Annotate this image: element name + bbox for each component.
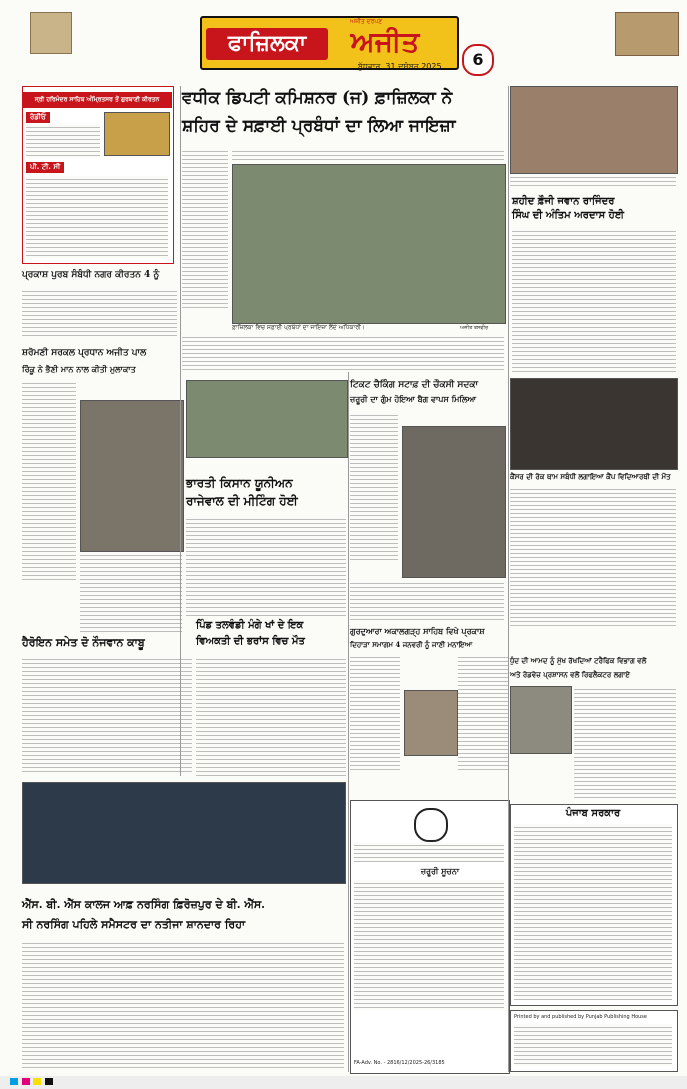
- police-headline-line1: ਧੁੰਦ ਦੀ ਆਮਦ ਨੂੰ ਮੁੱਖ ਰੱਖਦਿਆਂ ਟਰੈਫਿਕ ਵਿਭਾਗ ਵਲੋਂ: [510, 656, 647, 665]
- pind-headline-line1: ਪਿੰਡ ਤਲਵੰਡੀ ਮੰਗੇ ਖਾਂ ਦੇ ਇਕ: [196, 620, 304, 631]
- registration-mark: [22, 1078, 30, 1085]
- publishing-notice: Printed by and published by Punjab Publishing House: [514, 1014, 647, 1020]
- column-divider: [348, 372, 349, 1072]
- ticket-staff-photo: [402, 426, 506, 578]
- punjab-sarkar-title: ਪੰਜਾਬ ਸਰਕਾਰ: [565, 808, 621, 819]
- golden-temple-photo: [104, 112, 170, 156]
- page-number: 6: [462, 44, 494, 76]
- gurdwara-text-2: [458, 654, 508, 770]
- govt-notice-adv-number: FA-Adv. No. - 2816/12/2025-26/3185: [354, 1060, 445, 1066]
- sbs-headline-line2: ਸੀ ਨਰਸਿੰਗ ਪਹਿਲੇ ਸਮੈਸਟਰ ਦਾ ਨਤੀਜਾ ਸ਼ਾਨਦਾਰ ਰਿਹਾ: [22, 918, 246, 931]
- main-photo-credit: ਅਜੀਤ ਤਸਵੀਰ: [460, 325, 489, 331]
- ticket-headline-line2: ਜ਼ਰੂਰੀ ਦਾ ਗੁੰਮ ਹੋਇਆ ਬੈਗ ਵਾਪਸ ਮਿਲਿਆ: [350, 394, 477, 404]
- main-headline-line2: ਸ਼ਹਿਰ ਦੇ ਸਫ਼ਾਈ ਪ੍ਰਬੰਧਾਂ ਦਾ ਲਿਆ ਜਾਇਜ਼ਾ: [182, 116, 456, 136]
- govt-notice-body: [354, 880, 504, 1010]
- pind-headline-line2: ਵਿਅਕਤੀ ਦੀ ਭਰਾਂਸ ਵਿਚ ਮੌਤ: [196, 636, 305, 647]
- shiromani-headline-line1: ਸ਼ਰੋਮਣੀ ਸਰਕਲ ਪ੍ਰਧਾਨ ਅਜੀਤ ਪਾਲ: [22, 348, 147, 358]
- sbs-text: [22, 940, 344, 1070]
- govt-notice-title: ਜ਼ਰੂਰੀ ਸੂਚਨਾ: [420, 866, 460, 876]
- publishing-notice-text: [514, 1024, 672, 1066]
- police-text: [574, 686, 676, 798]
- nursing-students-photo: [22, 782, 346, 884]
- heroin-headline: ਹੈਰੋਇਨ ਸਮੇਤ ਦੋ ਨੌਜਵਾਨ ਕਾਬੂ: [22, 636, 145, 649]
- ad-label-radio: ਰੇਡੀਓ: [26, 112, 50, 123]
- column-divider: [508, 86, 509, 1072]
- shiromani-text-2: [80, 552, 182, 632]
- registration-mark: [33, 1078, 41, 1085]
- column-divider: [180, 86, 181, 776]
- main-story-text-bottom: [182, 334, 504, 372]
- meeting-photo: [80, 400, 184, 552]
- fauji-story-text: [512, 228, 676, 372]
- cancer-camp-photo: [510, 378, 678, 470]
- main-story-text-top: [232, 148, 504, 162]
- gurdwara-headline-line1: ਗੁਰਦੁਆਰਾ ਅਕਾਲਗੜ੍ਹ ਸਾਹਿਬ ਵਿਖੇ ਪ੍ਰਕਾਸ਼: [350, 626, 485, 636]
- bku-headline-line2: ਰਾਜੇਵਾਲ ਦੀ ਮੀਟਿੰਗ ਹੋਈ: [186, 494, 298, 508]
- gurdwara-text: [350, 654, 400, 770]
- bku-photo: [186, 380, 348, 458]
- registration-mark: [10, 1078, 18, 1085]
- main-story-text-col1: [182, 148, 228, 308]
- gurdwara-headline-line2: ਦਿਹਾੜਾ ਸਮਾਗਮ 4 ਜਨਵਰੀ ਨੂੰ ਜਾਣੀ ਮਨਾਇਆ: [350, 640, 473, 649]
- bku-text: [186, 516, 346, 616]
- print-metadata-strip: [0, 0, 687, 8]
- gurdwara-portrait: [404, 690, 458, 756]
- fauji-headline-line1: ਸ਼ਹੀਦ ਫ਼ੌਜੀ ਜਵਾਨ ਰਾਜਿੰਦਰ: [512, 196, 615, 207]
- govt-logo: [414, 808, 448, 842]
- fauji-headline-line2: ਸਿੰਘ ਦੀ ਅੰਤਿਮ ਅਰਦਾਸ ਹੋਈ: [512, 210, 625, 221]
- edition-date: ਬੁੱਧਵਾਰ, 31 ਦਸੰਬਰ 2025: [358, 62, 442, 71]
- cancer-headline: ਕੈਂਸਰ ਦੀ ਰੋਕ ਥਾਮ ਸਬੰਧੀ ਲਗਾਇਆ ਕੈਂਪ ਵਿਦਿਆਰਥੀ ਦੀ ਮੌਤ: [510, 472, 671, 481]
- bku-headline-line1: ਭਾਰਤੀ ਕਿਸਾਨ ਯੂਨੀਅਨ: [186, 476, 293, 490]
- police-photo: [510, 686, 572, 754]
- print-registration-strip: [0, 1076, 687, 1089]
- ad-body-text-2: [26, 176, 168, 258]
- cancer-text: [510, 486, 676, 626]
- main-headline-line1: ਵਧੀਕ ਡਿਪਟੀ ਕਮਿਸ਼ਨਰ (ਜ) ਫ਼ਾਜ਼ਿਲਕਾ ਨੇ: [182, 88, 453, 108]
- main-story-photo: [232, 164, 506, 324]
- newspaper-logo: ਅਜੀਤ: [350, 25, 420, 58]
- registration-mark: [45, 1078, 53, 1085]
- prakash-text: [22, 288, 177, 338]
- logo-tagline: ਅਜੀਤ ਦਰਪਣ: [350, 18, 383, 25]
- ticket-headline-line1: ਟਿਕਟ ਚੈਕਿੰਗ ਸਟਾਫ਼ ਦੀ ਚੌਕਸੀ ਸਦਕਾ: [350, 380, 479, 390]
- prakash-headline: ਪ੍ਰਕਾਸ਼ ਪੁਰਬ ਸੰਬੰਧੀ ਨਗਰ ਕੀਰਤਨ 4 ਨੂੰ: [22, 270, 160, 280]
- heritage-building-thumbnail: [615, 12, 679, 56]
- ad-body-text: [26, 124, 100, 158]
- ticket-text-2: [350, 580, 504, 620]
- police-headline-line2: ਅਤੇ ਰੋਡਵੇਜ਼ ਪ੍ਰਸ਼ਾਸਨ ਵਲੋਂ ਰਿਫਲੈਕਟਰ ਲਗਾਏ: [510, 670, 630, 679]
- bku-caption: [186, 458, 346, 468]
- punjab-sarkar-body: [514, 824, 672, 1000]
- gathering-caption: [510, 174, 676, 186]
- shiromani-headline-line2: ਰਿੰਕੂ ਨੇ ਭੈਣੀ ਮਾਨ ਨਾਲ ਕੀਤੀ ਮੁਲਾਕਾਤ: [22, 364, 136, 374]
- sbs-headline-line1: ਐੱਸ. ਬੀ. ਐੱਸ ਕਾਲਜ ਆਫ਼ ਨਰਸਿੰਗ ਫ਼ਿਰੋਜ਼ਪੁਰ ਦੇ ਬੀ. ਐੱਸ.: [22, 898, 266, 911]
- main-photo-caption: ਫ਼ਾਜ਼ਿਲਕਾ ਵਿਚ ਸਫ਼ਾਈ ਪ੍ਰਬੰਧਾਂ ਦਾ ਜਾਇਜ਼ਾ ਲੈਂਦੇ ਅਧਿਕਾਰੀ।: [232, 324, 365, 331]
- govt-notice-header-text: [354, 842, 504, 862]
- gurdwara-thumbnail: [30, 12, 72, 54]
- heroin-text: [22, 656, 192, 774]
- section-name: ਫਾਜ਼ਿਲਕਾ: [206, 28, 328, 60]
- pind-text: [196, 656, 346, 776]
- ad-label-ptc: ਪੀ. ਟੀ. ਸੀ: [26, 162, 64, 173]
- ticket-text: [350, 412, 398, 562]
- gathering-photo: [510, 86, 678, 174]
- left-ad-title: ਸ੍ਰੀ ਹਰਿਮੰਦਰ ਸਾਹਿਬ ਅੰਮ੍ਰਿਤਸਰ ਤੋਂ ਗੁਰਬਾਣੀ ਕੀਰਤਨ: [22, 92, 172, 108]
- shiromani-text: [22, 380, 76, 580]
- nursing-photo-caption: [22, 884, 344, 892]
